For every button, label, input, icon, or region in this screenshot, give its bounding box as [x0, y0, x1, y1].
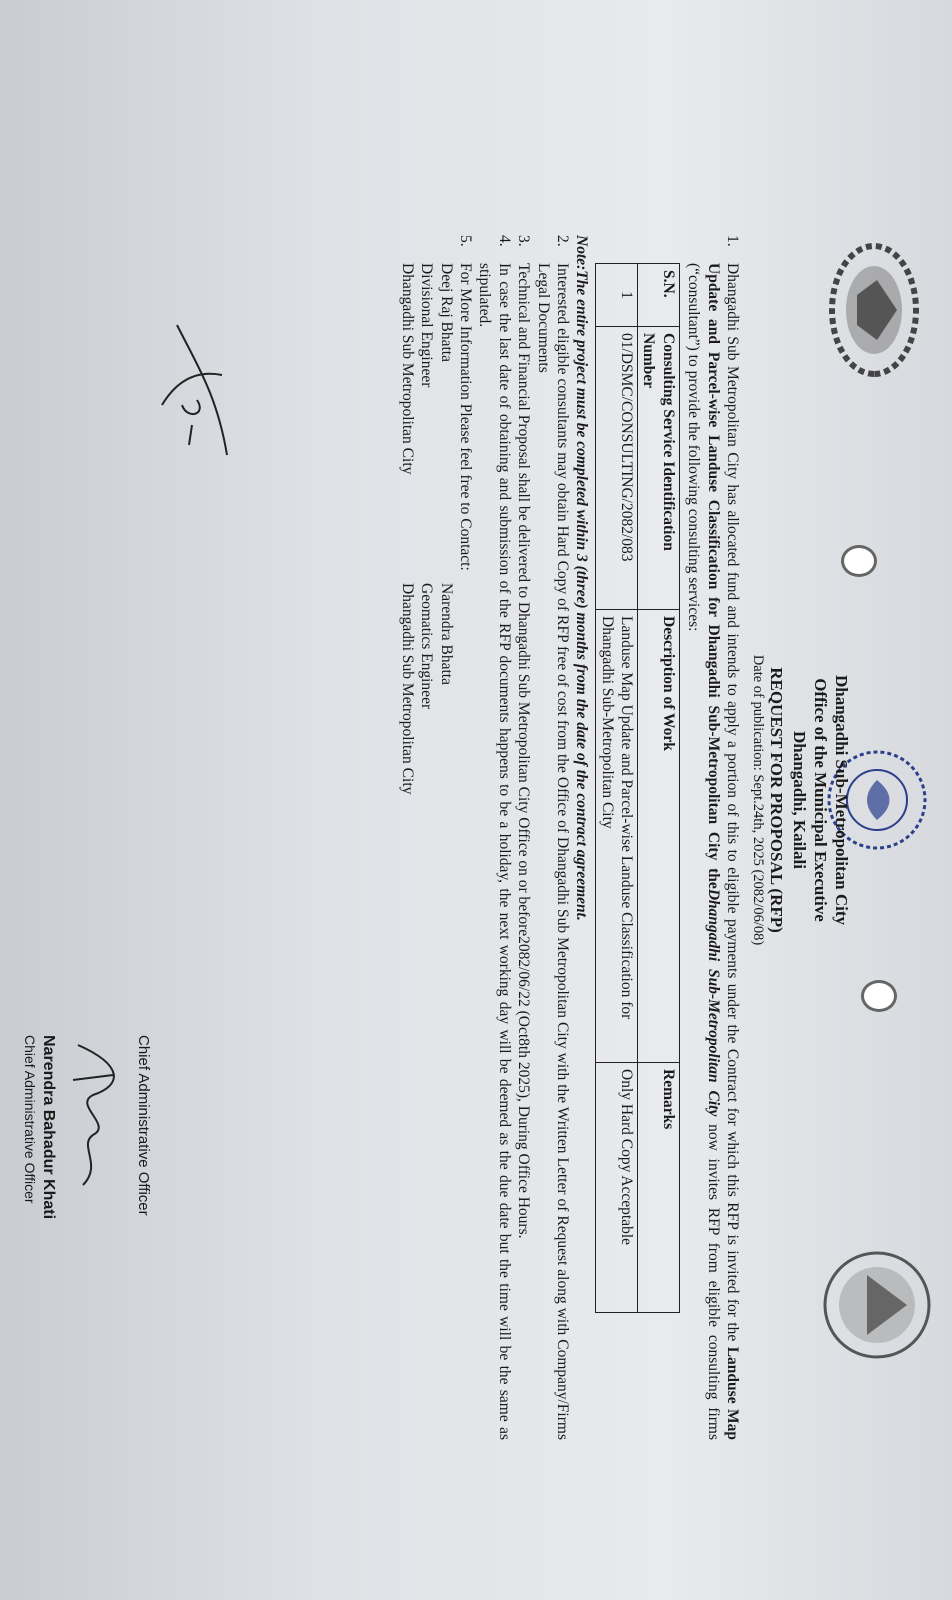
clause-1 — [684, 235, 742, 1440]
clause-number: 4. — [495, 235, 513, 247]
clause-text: Dhangadhi Sub Metropolitan City has allocated fund and intends to apply a portion of this to eligible payments under the Contract for which this RFP is invited for the — [724, 263, 741, 1347]
contact-name-row — [436, 263, 455, 1440]
clause-5 — [456, 235, 475, 1440]
contact-title: Geomatics Engineer — [418, 583, 436, 710]
contact-title: Divisional Engineer — [418, 263, 436, 388]
clause-text: In case the last date of obtaining and submission of the RFP documents happens to be a holiday, the next working day will be deemed as the due date but the time will be the same as stipulated. — [476, 263, 513, 1440]
publication-date: Date of publication: Sept.24th, 2025 (2082/06/08) — [750, 654, 766, 946]
clause-text: Interested eligible consultants may obtain Hard Copy of RFP free of cost from the Office of Dhangadhi Sub Metropolitan City with the Written Letter of Request along with Company/Firms Legal Documents — [534, 263, 571, 1440]
clause-number: 3. — [515, 235, 533, 247]
column-header: Description of Work — [638, 610, 680, 1063]
table-header-row — [638, 264, 680, 1313]
letterhead — [749, 520, 852, 1080]
contact-name: Deej Raj Bhatta — [437, 263, 455, 362]
project-title: Landuse Map Update and Parcel-wise Landuse Classification for Dhangadhi Sub-Metropolitan City the — [704, 263, 741, 1440]
signatory-name: Narendra Bahadur Khati — [39, 1035, 57, 1220]
table-cell: 1 — [596, 264, 638, 327]
signatory-title-top: Chief Administrative Officer — [135, 1035, 152, 1216]
signatory-block — [20, 1035, 152, 1335]
contact-list — [398, 263, 456, 1440]
clause-2 — [533, 235, 572, 1440]
punch-hole — [861, 980, 897, 1012]
contact-title-row — [417, 263, 436, 1440]
contact-org-row — [398, 263, 417, 1440]
handwritten-signature-right-icon — [63, 1035, 133, 1195]
clause-text: Technical and Financial Proposal shall be delivered to Dhangadhi Sub Metropolitan City Office on or before2082/06/22 (Oct8th 2025), During Office Hours. — [515, 263, 533, 1239]
nepal-emblem-left-icon — [822, 235, 932, 385]
contact-org: Dhangadhi Sub Metropolitan City — [399, 583, 416, 795]
org-name-inline: Dhangadhi Sub-Metropolitan City — [704, 888, 722, 1117]
clause-3 — [514, 235, 533, 1440]
contact-name: Narendra Bhatta — [437, 583, 455, 685]
page-title: REQUEST FOR PROPOSAL (RFP) — [767, 667, 786, 933]
signatory-title: Chief Administrative Officer — [21, 1035, 38, 1204]
table-cell: Landuse Map Update and Parcel-wise Landuse Classification for Dhangadhi Sub-Metropolitan City — [596, 610, 638, 1063]
column-header: Consulting Service Identification Number — [638, 327, 680, 610]
clause-text: For More Information Please feel free to Contact: — [457, 263, 475, 571]
org-name: Dhangadhi Sub-Metropolitan City — [832, 674, 851, 925]
completion-note: Note:The entire project must be completed within 3 (three) months from the date of the contract agreement. — [573, 235, 591, 921]
table-cell: Only Hard Copy Acceptable — [596, 1063, 638, 1313]
column-header: S.N. — [638, 264, 680, 327]
clause-number: 1. — [724, 235, 741, 247]
table-cell: 01/DSMC/CONSULTING/2082/083 — [596, 327, 638, 610]
office-location: Dhangadhi, Kailali — [790, 731, 809, 869]
document-body — [398, 235, 742, 1440]
clause-text: now invites RFP from eligible consulting firms (“consultant”) to provide the following consulting services: — [685, 263, 722, 1440]
office-name: Office of the Municipal Executive — [811, 678, 830, 922]
table-row — [596, 264, 638, 1313]
clause-number: 5. — [457, 235, 475, 247]
services-table — [595, 263, 680, 1313]
clause-4 — [475, 235, 514, 1440]
clause-number: 2. — [554, 235, 571, 247]
column-header: Remarks — [638, 1063, 680, 1313]
contact-org: Dhangadhi Sub Metropolitan City — [399, 263, 416, 475]
handwritten-signature-left-icon — [147, 305, 237, 475]
official-seal-right-icon — [817, 1235, 937, 1375]
